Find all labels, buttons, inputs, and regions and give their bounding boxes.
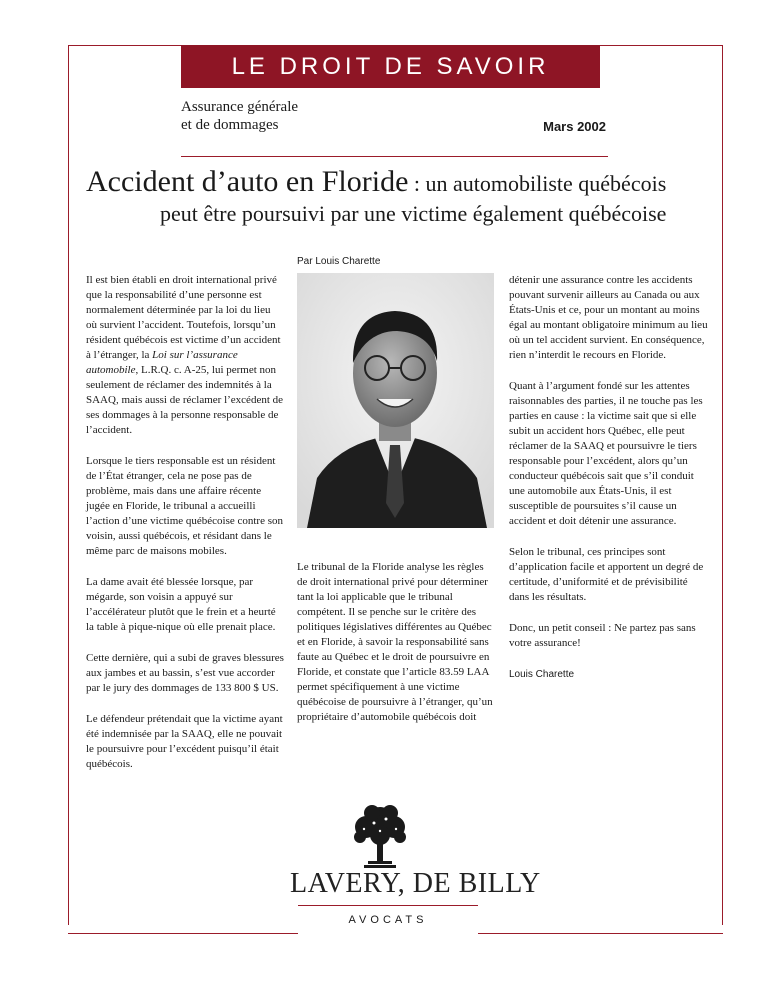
author-portrait-icon	[297, 273, 494, 528]
category-line-2: et de dommages	[181, 117, 279, 133]
frame-right-rule	[722, 45, 723, 925]
paragraph: Lorsque le tiers responsable est un résident de l’État étranger, cela ne pose pas de problème, mais dans une affaire récente jugée en Floride, le tribunal a accueilli l’action d’une victime québécoise contre son voisin, aussi québécois, et résidant dans le même parc de maisons mobiles.	[86, 455, 284, 557]
column-left	[86, 273, 284, 788]
article-title-main: Accident d’auto en Floride	[86, 165, 409, 198]
title-rule	[181, 156, 608, 157]
frame-bottom-left-rule	[68, 933, 298, 934]
article-title	[86, 165, 666, 199]
issue-date: Mars 2002	[543, 119, 606, 134]
paragraph: Quant à l’argument fondé sur les attentes raisonnables des parties, il ne touche pas les parties en cause : la victime sait que si elle subit un accident hors Québec, elle peut réclamer de la SAAQ et poursuivre le tiers responsable pour l’excédent, alors qu’un conducteur québécois sait que s’il conduit une automobile aux États-Unis, il est susceptible de poursuites s’il cause un accident et doit détenir une assurance.	[509, 380, 703, 527]
paragraph: Le tribunal de la Floride analyse les règles de droit international privé pour déterminer tant la loi applicable que le tribunal compétent. Il se penche sur le critère des politiques législatives différentes au Québec et en Floride, à savoir la responsabilité sans faute au Québec et le droit de poursuivre en Floride, et constate que l’article 83.59 LAA permet spécifiquement à une victime québécoise de poursuivre à l’étranger, qu’un propriétaire d’automobile québécois doit	[297, 561, 493, 723]
signature: Louis Charette	[509, 669, 575, 680]
tree-icon	[350, 803, 410, 873]
column-right	[509, 273, 708, 698]
law-title: Loi sur l’assurance automobile	[86, 349, 238, 376]
frame-left-rule	[68, 45, 69, 925]
paragraph: La dame avait été blessée lorsque, par mégarde, son voisin a appuyé sur l’accélérateur plutôt que le frein et a heurté la table à pique-nique où elle prenait place.	[86, 576, 276, 633]
logo-rule	[298, 905, 478, 906]
paragraph: Donc, un petit conseil : Ne partez pas sans votre assurance!	[509, 622, 696, 649]
article-title-sub: : un automobiliste québécois	[408, 171, 667, 196]
newsletter-banner: LE DROIT DE SAVOIR	[181, 45, 600, 88]
category-label	[181, 98, 361, 134]
article-subtitle: peut être poursuivi par une victime également québécoise	[160, 201, 667, 226]
byline: Par Louis Charette	[297, 256, 381, 267]
paragraph-text: , L.R.Q. c. A-25, lui permet non seulement de réclamer des indemnités à la SAAQ, mais aussi de réclamer l’excédent de ses dommages à la personne responsable de l’accident.	[86, 364, 284, 436]
paragraph: Le défendeur prétendait que la victime ayant été indemnisée par la SAAQ, elle ne pouvait le poursuivre pour l’excédent puisqu’il était québécois.	[86, 713, 283, 770]
paragraph: Selon le tribunal, ces principes sont d’application facile et apportent un degré de certitude, d’uniformité et de prévisibilité dans les résultats.	[509, 546, 704, 603]
paragraph-text: Il est bien établi en droit international privé que la responsabilité d’une personne est normalement déterminée par la loi du lieu où survient l’accident. Toutefois, lorsqu’un résident québécois est victime d’un accident à l’étranger, la	[86, 274, 281, 361]
paragraph: Cette dernière, qui a subi de graves blessures aux jambes et au bassin, s’est vue accorder par le jury des dommages de 133 800 $ US.	[86, 652, 284, 694]
paragraph	[86, 273, 284, 438]
firm-subtitle: AVOCATS	[348, 914, 428, 926]
column-middle	[297, 560, 496, 741]
author-photo	[297, 273, 494, 528]
firm-name: LAVERY, DE BILLY	[290, 868, 541, 899]
category-line-1: Assurance générale	[181, 99, 299, 115]
paragraph: détenir une assurance contre les accidents pouvant survenir ailleurs au Canada ou aux États-Unis et ce, pour un montant au moins égal au montant obligatoire minimum au lieu où un tel accident survient. En conséquence, rien n’interdit le recours en Floride.	[509, 274, 708, 361]
frame-bottom-right-rule	[478, 933, 723, 934]
